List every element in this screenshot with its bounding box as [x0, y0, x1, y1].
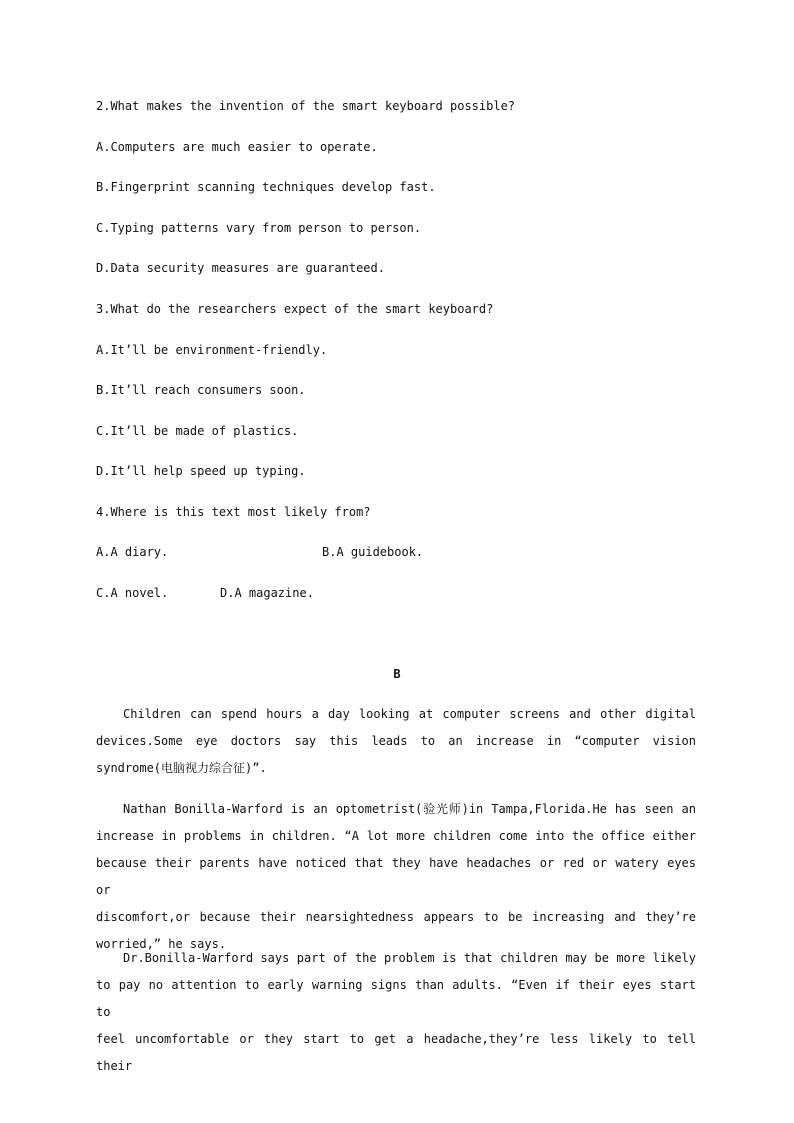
paragraph-1: [96, 701, 696, 782]
paragraph-1-line-2: devices.Some eye doctors say this leads to an increase in “computer vision: [96, 734, 696, 748]
paragraph-1-line-3: syndrome(电脑视力综合征)”.: [96, 761, 267, 775]
question-3-option-d: D.It’ll help speed up typing.: [96, 464, 306, 478]
question-4-option-a: A.A diary.: [96, 545, 169, 559]
question-2-option-a: A.Computers are much easier to operate.: [96, 140, 378, 154]
question-4-stem: 4.Where is this text most likely from?: [96, 505, 371, 519]
paragraph-3-line-3: feel uncomfortable or they start to get a headache,they’re less likely to tell their: [96, 1032, 696, 1073]
paragraph-2-line-2: increase in problems in children. “A lot more children come into the office either: [96, 829, 696, 843]
question-3-option-c: C.It’ll be made of plastics.: [96, 424, 299, 438]
question-2-option-c: C.Typing patterns vary from person to person.: [96, 221, 422, 235]
paragraph-2-line-3: because their parents have noticed that they have headaches or red or watery eyes or: [96, 856, 696, 897]
question-3-option-a: A.It’ll be environment-friendly.: [96, 343, 328, 357]
question-2-stem: 2.What makes the invention of the smart keyboard possible?: [96, 99, 516, 113]
paragraph-3: [96, 945, 696, 1080]
paragraph-2-line-1: Nathan Bonilla-Warford is an optometrist(验光师)in Tampa,Florida.He has seen an: [123, 802, 696, 816]
paragraph-1-line-1: Children can spend hours a day looking at computer screens and other digital: [123, 707, 696, 721]
paragraph-2-line-5: worried,” he says.: [96, 937, 227, 951]
paragraph-2: [96, 796, 696, 958]
question-4-option-b: B.A guidebook.: [322, 545, 424, 559]
question-3-stem: 3.What do the researchers expect of the smart keyboard?: [96, 302, 494, 316]
paragraph-3-line-2: to pay no attention to early warning signs than adults. “Even if their eyes start to: [96, 978, 696, 1019]
question-2-option-d: D.Data security measures are guaranteed.: [96, 261, 385, 275]
paragraph-2-line-4: discomfort,or because their nearsightedness appears to be increasing and they’re: [96, 910, 696, 924]
question-2-option-b: B.Fingerprint scanning techniques develop fast.: [96, 180, 436, 194]
question-4-option-d: D.A magazine.: [220, 586, 314, 600]
question-3-option-b: B.It’ll reach consumers soon.: [96, 383, 306, 397]
question-4-option-c: C.A novel.: [96, 586, 169, 600]
section-b-heading: B: [393, 667, 401, 681]
paragraph-3-line-1: Dr.Bonilla-Warford says part of the problem is that children may be more likely: [123, 951, 696, 965]
